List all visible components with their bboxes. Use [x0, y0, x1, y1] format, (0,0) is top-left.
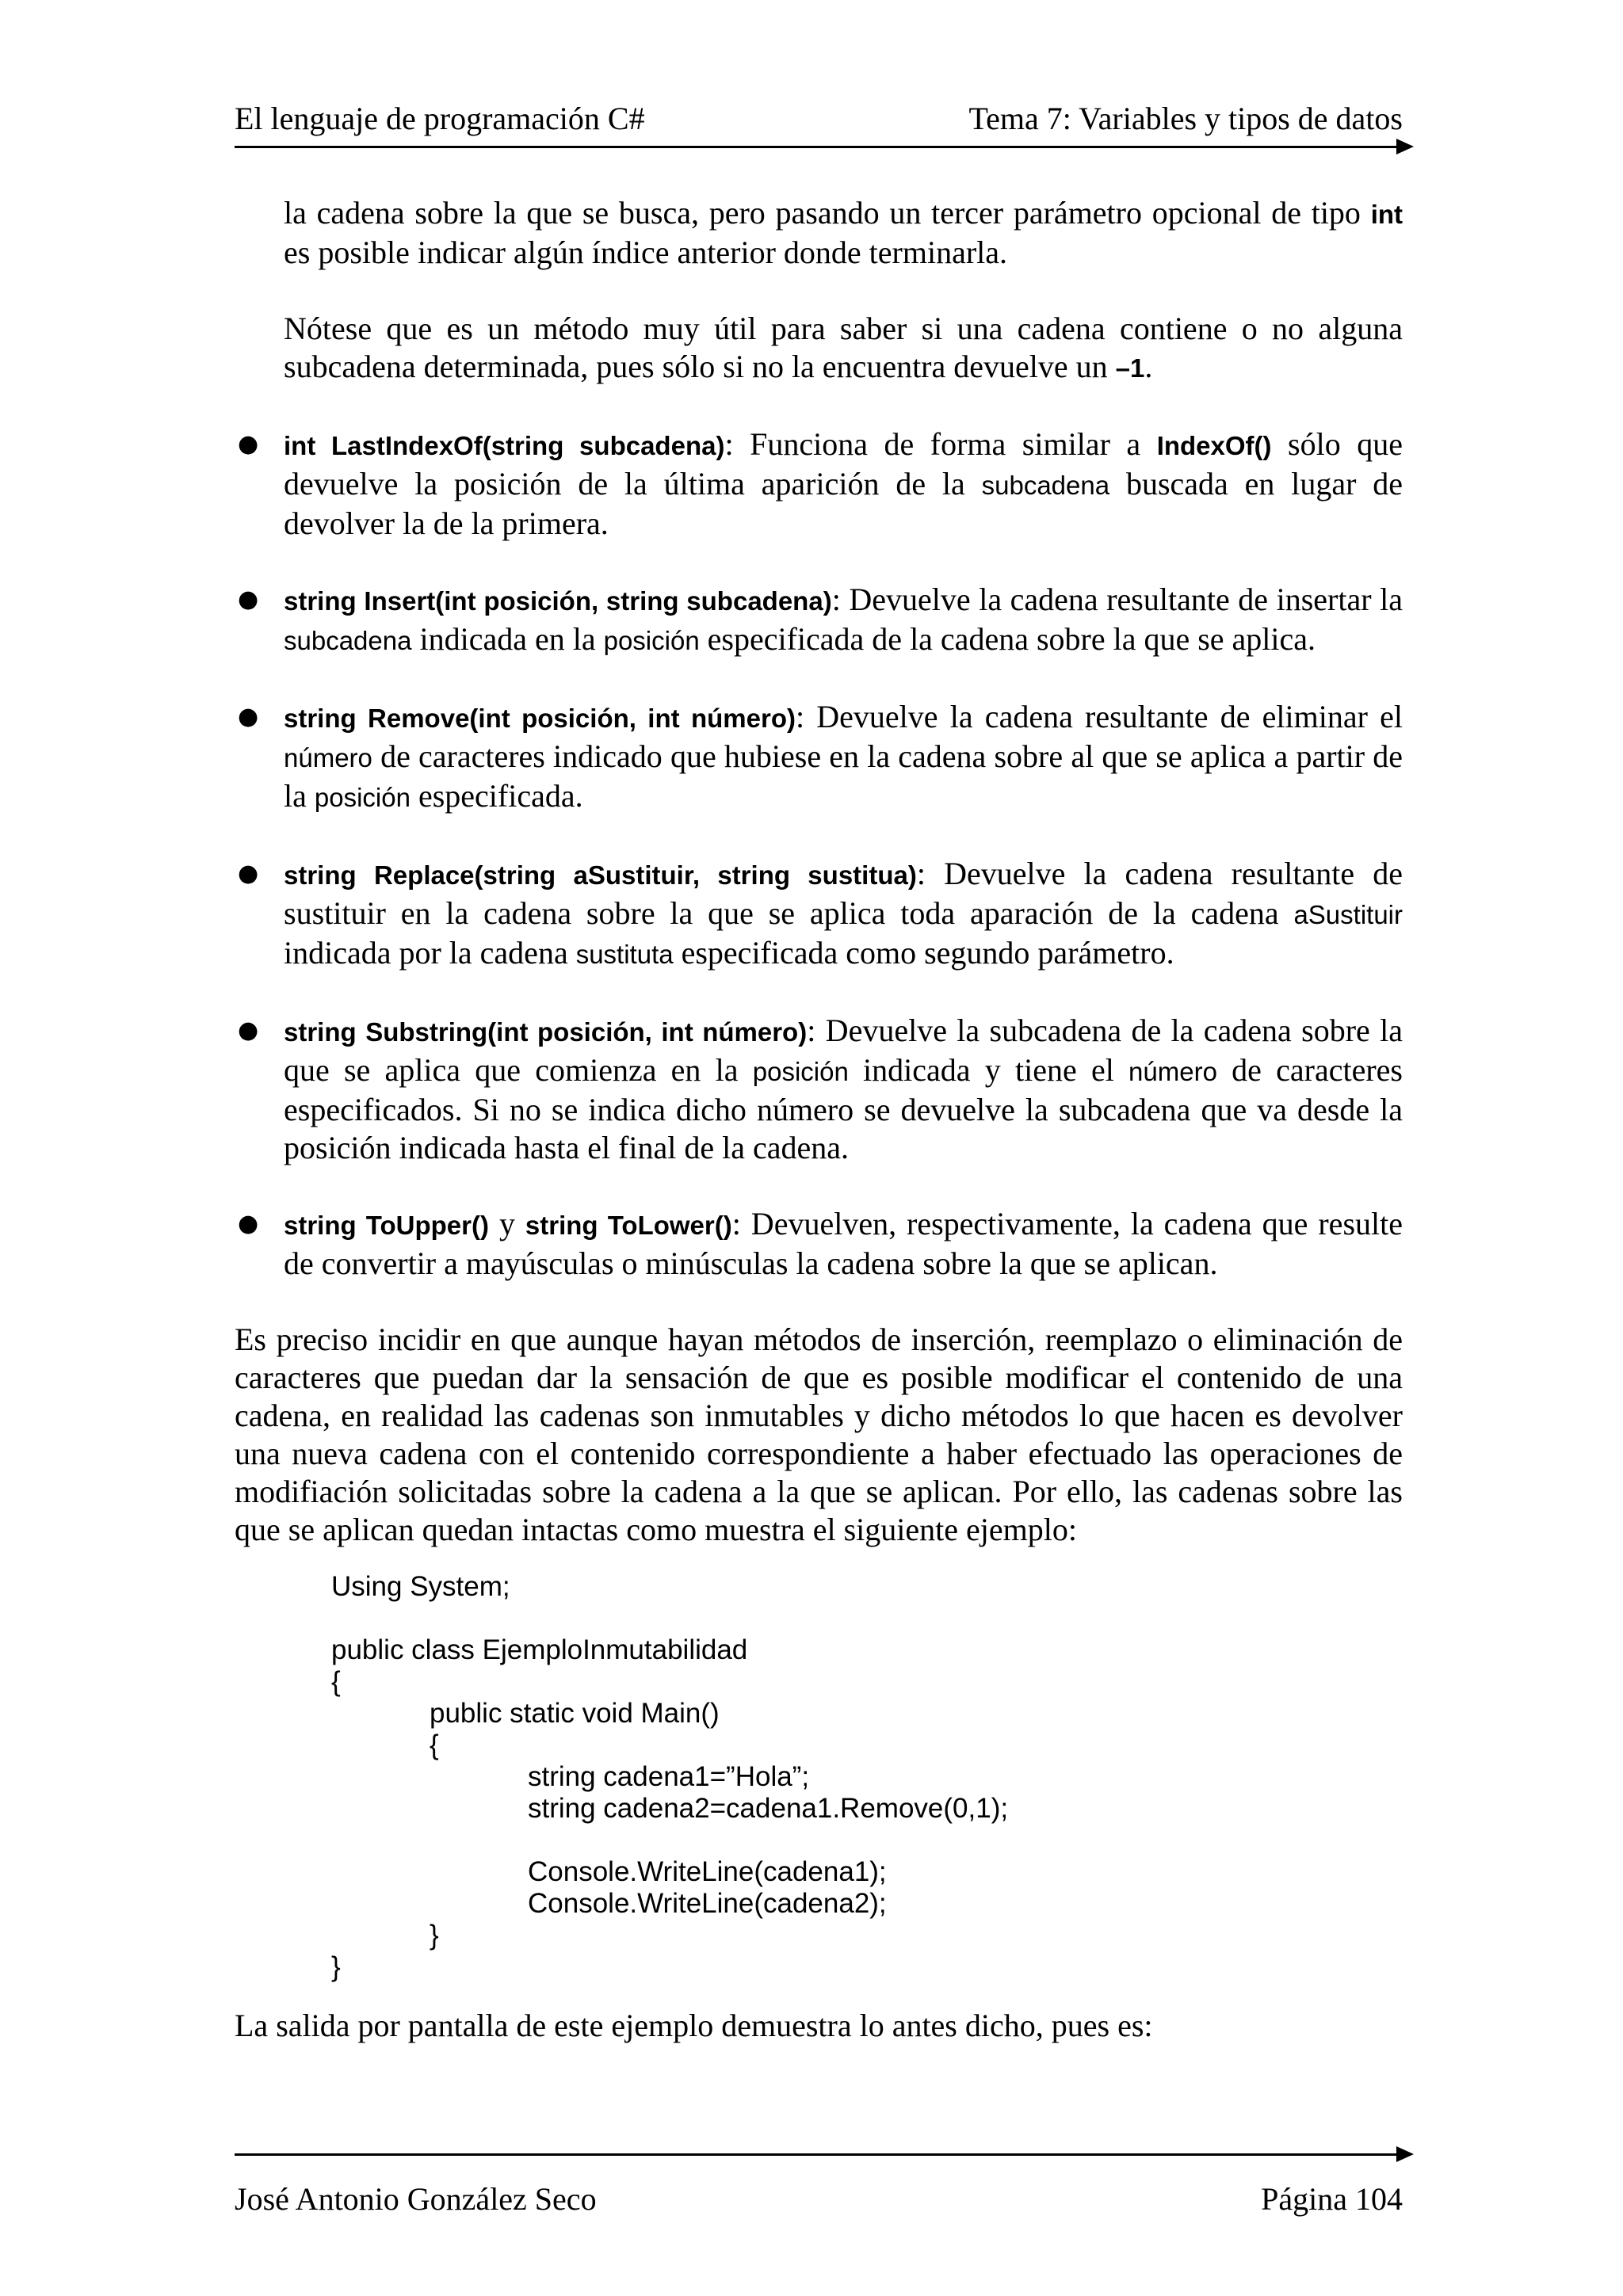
text-run: buscada en lugar de devolver la de la primera.	[284, 466, 1403, 541]
code-ref: número	[1128, 1057, 1217, 1086]
code-line: {	[331, 1666, 341, 1697]
method-signature: string Replace(string aSustituir, string sustitua)	[284, 860, 917, 890]
bullet-icon: ●	[238, 430, 259, 458]
code-ref: sustituta	[575, 940, 674, 969]
text-run: : Devuelve la cadena resultante de sustituir en la cadena sobre la que se aplica toda aparación de la cadena	[284, 856, 1403, 931]
bullet-icon: ●	[238, 1210, 259, 1238]
text-run: indicada en la	[411, 621, 604, 657]
code-line: public class EjemploInmutabilidad	[331, 1634, 748, 1665]
bullet-icon: ●	[238, 860, 259, 887]
code-line: Console.WriteLine(cadena1);	[528, 1856, 887, 1887]
bullet-icon: ●	[238, 1016, 259, 1044]
code-ref: posición	[314, 783, 411, 812]
method-bullet-lastindexof	[235, 425, 1403, 543]
code-keyword: int	[1370, 200, 1403, 229]
method-signature: string Substring(int posición, int número)	[284, 1017, 808, 1047]
code-line: Using System;	[331, 1571, 510, 1602]
text-run: Nótese que es un método muy útil para saber si una cadena contiene o no alguna subcadena determinada, pues sólo si no la encuentra devuelve un	[284, 311, 1403, 384]
text-run: indicada y tiene el	[848, 1052, 1129, 1088]
intro-paragraph-1	[284, 194, 1403, 272]
text-run: : Devuelve la subcadena de la cadena sobre la que se aplica que comienza en la	[284, 1013, 1403, 1088]
code-ref: subcadena	[284, 626, 412, 655]
method-signature: string ToLower()	[525, 1211, 732, 1240]
intro-paragraph-2	[284, 310, 1403, 387]
code-line: Console.WriteLine(cadena2);	[528, 1888, 887, 1919]
text-run: de caracteres especificados. Si no se indica dicho número se devuelve la subcadena que va desde la posición indicada hasta el final de la cadena.	[284, 1052, 1403, 1165]
code-ref: posición	[603, 626, 700, 655]
code-ref: IndexOf()	[1156, 431, 1272, 460]
header-chapter-title: Tema 7: Variables y tipos de datos	[968, 101, 1403, 136]
code-line: string cadena1=”Hola”;	[528, 1761, 810, 1792]
code-ref: posición	[752, 1057, 849, 1086]
method-bullet-replace	[235, 855, 1403, 974]
page-footer	[235, 2177, 1403, 2222]
output-intro-paragraph: La salida por pantalla de este ejemplo demuestra lo antes dicho, pues es:	[235, 2008, 1153, 2043]
code-line: }	[430, 1920, 439, 1951]
code-line: {	[430, 1730, 439, 1760]
footer-page-number: Página 104	[1261, 2181, 1403, 2217]
immutability-paragraph: Es preciso incidir en que aunque hayan métodos de inserción, reemplazo o eliminación de caracteres que puedan dar la sensación de que es posible modificar el contenido de una cadena, en realidad las cadenas son inmutables y dicho métodos lo que hacen es devolver una nueva cadena con el contenido correspondiente a haber efectuado las operaciones de modifiación solicitadas sobre la cadena a la que se aplican. Por ello, las cadenas sobre las que se aplican quedan intactas como muestra el siguiente ejemplo:	[235, 1322, 1403, 1547]
method-bullet-insert	[235, 581, 1403, 660]
code-ref: subcadena	[981, 471, 1110, 500]
text-run: .	[1144, 349, 1153, 384]
code-line: string cadena2=cadena1.Remove(0,1);	[528, 1793, 1009, 1824]
bullet-icon: ●	[238, 703, 259, 730]
code-ref: aSustituir	[1293, 900, 1403, 929]
header-arrow-rule	[235, 146, 1398, 148]
text-run: sólo que devuelve la posición de la última aparición de la	[284, 426, 1403, 502]
code-value: –1	[1115, 353, 1145, 383]
method-bullet-toupper-tolower	[235, 1205, 1403, 1283]
text-run: : Devuelven, respectivamente, la cadena que resulte de convertir a mayúsculas o minúsculas la cadena sobre la que se aplican.	[284, 1206, 1403, 1281]
code-example	[331, 1571, 1403, 1983]
text-run: la cadena sobre la que se busca, pero pasando un tercer parámetro opcional de tipo	[284, 195, 1361, 231]
method-signature: string Remove(int posición, int número)	[284, 704, 796, 733]
text-run: es posible indicar algún índice anterior donde terminarla.	[284, 235, 1008, 270]
page-body	[235, 194, 1403, 2045]
method-signature: string Insert(int posición, string subcadena)	[284, 586, 832, 616]
code-line: public static void Main()	[430, 1698, 720, 1729]
text-run: : Funciona de forma similar a	[724, 426, 1157, 462]
text-run: de caracteres indicado que hubiese en la cadena sobre al que se aplica a partir de la	[284, 738, 1403, 814]
text-run: indicada por la cadena	[284, 935, 576, 971]
text-run: especificada.	[410, 778, 583, 814]
code-ref: número	[284, 743, 372, 772]
method-bullet-remove	[235, 698, 1403, 817]
footer-author: José Antonio González Seco	[235, 2181, 597, 2217]
text-run: y	[488, 1206, 525, 1241]
text-run: : Devuelve la cadena resultante de eliminar el	[795, 699, 1403, 734]
code-line: }	[331, 1951, 341, 1982]
bullet-icon: ●	[238, 585, 259, 613]
text-run: : Devuelve la cadena resultante de insertar la	[831, 582, 1403, 617]
footer-arrow-rule	[235, 2153, 1398, 2156]
header-book-title: El lenguaje de programación C#	[235, 101, 645, 136]
text-run: especificada como segundo parámetro.	[673, 935, 1174, 971]
text-run: especificada de la cadena sobre la que se aplica.	[699, 621, 1316, 657]
method-signature: int LastIndexOf(string subcadena)	[284, 431, 725, 460]
page-header	[235, 97, 1403, 141]
method-signature: string ToUpper()	[284, 1211, 489, 1240]
method-bullet-substring	[235, 1012, 1403, 1167]
